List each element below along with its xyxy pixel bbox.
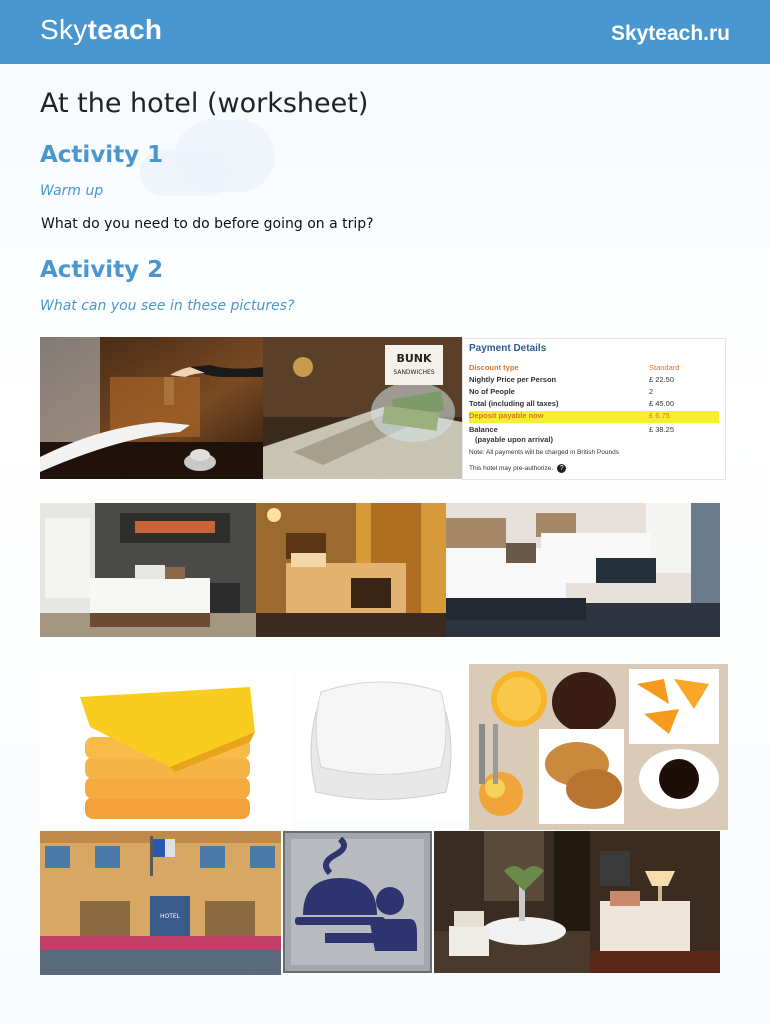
room-service-icon [283,831,432,973]
photo-breakfast [469,664,728,830]
page-title: At the hotel (worksheet) [40,88,369,119]
payment-label: Discount type [469,363,519,372]
payment-label: Deposit payable now [469,411,544,420]
photo-hotel-exterior [40,831,281,975]
payment-row [469,399,719,411]
photo-double-room [40,503,256,637]
activity1-question: What do you need to do before going on a trip? [41,216,374,232]
payment-row [469,375,719,387]
payment-label: No of People [469,387,515,396]
payment-preauth: This hotel may pre-authorize. ? [469,464,566,473]
header-bar [0,0,770,64]
payment-value: £ 38.25 [649,425,675,434]
payment-value: Standard [649,363,680,372]
photo-reception-key [40,337,263,479]
payment-balance-sub: (payable upon arrival) [475,435,553,444]
activity2-heading: Activity 2 [40,257,164,283]
payment-value: £ 22.50 [649,375,675,384]
payment-row [469,387,719,399]
photo-twin-room [446,503,720,637]
activity1-subheading: Warm up [40,183,104,199]
hotel-sign-text: HOTEL [159,913,181,920]
photo-bedroom-lamp [590,831,720,973]
photo-tip-jar [263,337,462,479]
payment-value: £ 6.75 [649,411,670,420]
payment-row [469,363,719,375]
payment-label: Total (including all taxes) [469,399,559,408]
photo-pillows [296,672,466,822]
payment-value: 2 [649,387,654,396]
payment-row-deposit [469,411,719,423]
payment-note: Note: All payments will be charged in British Pounds [469,449,619,456]
activity1-heading: Activity 1 [40,142,164,168]
question-icon[interactable]: ? [557,464,566,473]
activity2-subheading: What can you see in these pictures? [40,298,295,314]
photo-towels [40,672,292,830]
photo-single-room [256,503,446,637]
payment-label: Balance [469,425,498,434]
payment-value: £ 45.00 [649,399,675,408]
payment-details-panel [462,338,726,480]
payment-heading: Payment Details [469,343,547,354]
site-link[interactable]: Skyteach.ru [610,22,730,45]
payment-label: Nightly Price per Person [469,375,557,384]
sandwiches-sign-text: SANDWICHES [393,369,435,376]
photo-bathroom [434,831,590,973]
skyteach-logo[interactable]: Skyteach [40,14,163,45]
bunk-sign-text: BUNK [396,352,432,365]
